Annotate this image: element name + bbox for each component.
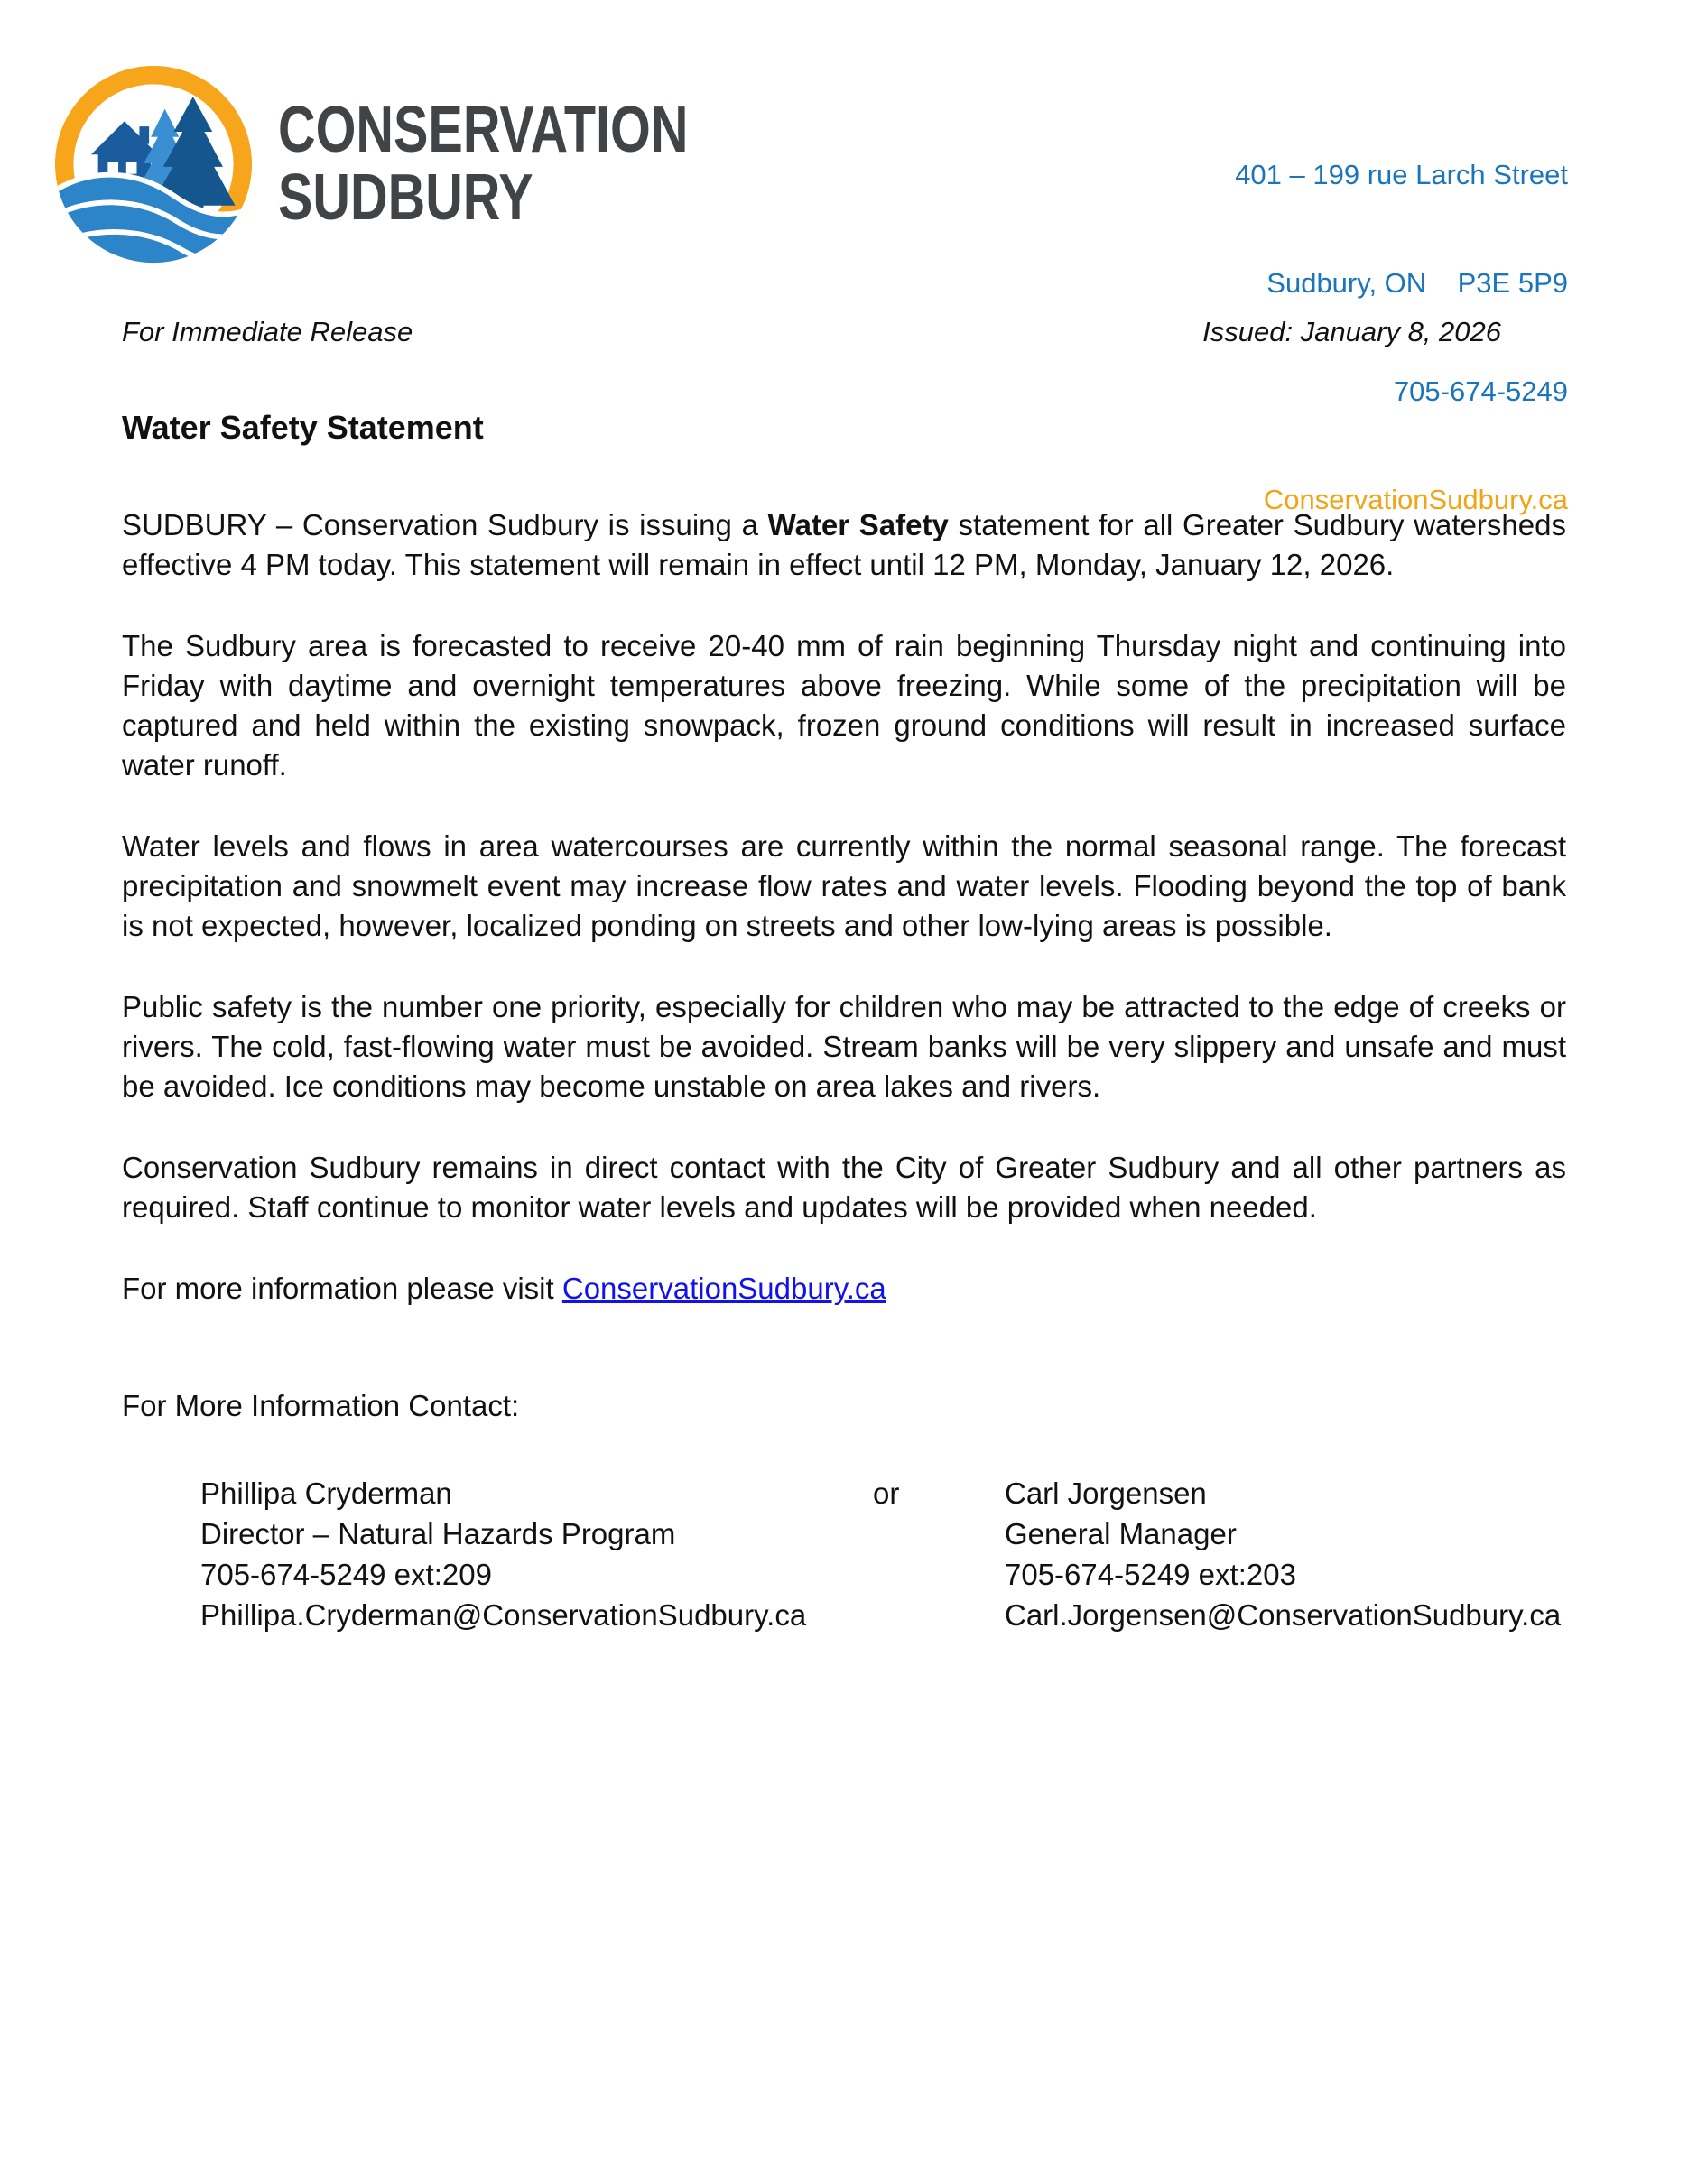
release-label: For Immediate Release [122, 316, 413, 347]
contact-right-title: General Manager [1005, 1517, 1237, 1550]
p1-text-after: statement for all Greater Sudbury watersheds effective 4 PM today. This statement will remain in effect until 12 PM, Monday, January 12, 2026. [122, 508, 1566, 581]
contact-section-heading: For More Information Contact: [122, 1389, 520, 1422]
contact-right-column [1005, 1473, 1566, 1635]
paragraph-forecast: The Sudbury area is forecasted to receive 20-40 mm of rain beginning Thursday night and continuing into Friday with daytime and overnight temperatures above freezing. While some of the precipitation will be captured and held within the existing snowpack, frozen ground conditions will result in increased surface water runoff. [122, 629, 1566, 782]
paragraph-partners: Conservation Sudbury remains in direct contact with the City of Greater Sudbury and all other partners as required. Staff continue to monitor water levels and updates will be provided when needed. [122, 1151, 1566, 1224]
logo-wordmark-line1: CONSERVATION [278, 94, 689, 167]
contact-left-name: Phillipa Cryderman [200, 1476, 452, 1510]
more-info-text: For more information please visit [122, 1272, 562, 1305]
contact-columns [122, 1473, 1566, 1635]
logo-wordmark [278, 94, 689, 234]
logo-wordmark-line2: SUDBURY [278, 162, 533, 234]
contact-left-title: Director – Natural Hazards Program [200, 1517, 676, 1550]
letterhead-website: ConservationSudbury.ca [1263, 484, 1568, 515]
paragraph-statement [122, 505, 1566, 585]
release-meta-row [122, 314, 1566, 350]
contact-right-phone: 705-674-5249 ext:203 [1005, 1558, 1296, 1591]
conservation-sudbury-logo [52, 63, 791, 265]
address-street: 401 – 199 rue Larch Street [1235, 159, 1568, 190]
address-phone: 705-674-5249 [1393, 375, 1568, 407]
contact-left-email: Phillipa.Cryderman@ConservationSudbury.ca [200, 1598, 807, 1632]
contact-left-column [200, 1473, 873, 1635]
logo-emblem-icon [52, 63, 255, 265]
paragraph-public-safety: Public safety is the number one priority, especially for children who may be attracted to the edge of creeks or rivers. The cold, fast-flowing water must be avoided. Stream banks will be very slippery and unsafe and must be avoided. Ice conditions may become unstable on area lakes and rivers. [122, 990, 1566, 1103]
document-body [122, 408, 1566, 1635]
contact-or-separator: or [873, 1476, 900, 1510]
paragraph-water-levels: Water levels and flows in area watercourses are currently within the normal seasonal range. The forecast precipitation and snowmelt event may increase flow rates and water levels. Flooding beyond the top of bank is not expected, however, localized ponding on streets and other low-lying areas is possible. [122, 829, 1566, 942]
issued-date: Issued: January 8, 2026 [1202, 316, 1501, 347]
more-info-line [122, 1269, 1566, 1309]
p1-text-before: SUDBURY – Conservation Sudbury is issuing a [122, 508, 768, 541]
contact-right-email: Carl.Jorgensen@ConservationSudbury.ca [1005, 1598, 1562, 1632]
page-title: Water Safety Statement [122, 409, 484, 446]
contact-left-phone: 705-674-5249 ext:209 [200, 1558, 492, 1591]
address-city-postal: Sudbury, ON P3E 5P9 [1266, 267, 1568, 299]
p1-bold-water-safety: Water Safety [767, 508, 949, 541]
conservation-sudbury-link[interactable]: ConservationSudbury.ca [561, 1272, 886, 1305]
contact-right-name: Carl Jorgensen [1005, 1476, 1207, 1510]
